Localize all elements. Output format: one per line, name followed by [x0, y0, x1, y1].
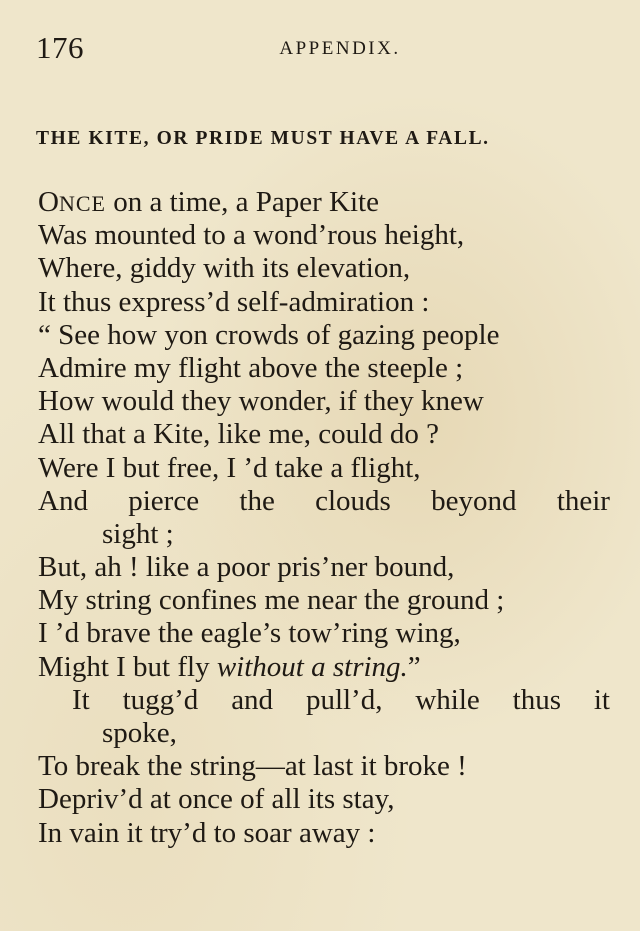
poem-line-justified	[38, 485, 610, 518]
poem-line: My string confines me near the ground ;	[38, 584, 505, 617]
running-head	[36, 30, 604, 66]
closing-quote: ”	[407, 650, 421, 683]
page-number: 176	[36, 30, 84, 65]
poem-word: tugg’d	[122, 683, 199, 716]
small-caps-word: NCE	[58, 191, 106, 216]
poem-line: Was mounted to a wond’rous height,	[38, 219, 465, 252]
poem-line: How would they wonder, if they knew	[38, 385, 484, 418]
poem-line: Were I but free, I ’d take a flight,	[38, 451, 421, 484]
poem-line: But, ah ! like a poor pris’ner bound,	[38, 551, 455, 584]
poem-line: I ’d brave the eagle’s tow’ring wing,	[38, 617, 461, 650]
poem-word: it	[593, 683, 610, 716]
emphasis-text: without a string.	[216, 650, 408, 683]
poem-line-continuation: spoke,	[102, 717, 177, 749]
poem-line	[38, 186, 613, 219]
poem-word: And	[38, 484, 88, 517]
poem-title: THE KITE, OR PRIDE MUST HAVE A FALL.	[36, 128, 490, 149]
poem-line: Where, giddy with its elevation,	[38, 252, 411, 285]
drop-letter: O	[38, 186, 59, 218]
poem-line: It thus express’d self-admiration :	[38, 285, 430, 318]
poem-line: Admire my flight above the steeple ;	[38, 351, 464, 384]
poem-line	[38, 651, 613, 684]
poem-word: while	[415, 683, 480, 716]
poem-word: clouds	[315, 484, 391, 517]
poem-line: “ See how yon crowds of gazing people	[38, 318, 500, 351]
poem-body	[38, 186, 613, 850]
poem-line-justified	[38, 684, 610, 717]
poem-line: To break the string—at last it broke !	[38, 750, 467, 783]
poem-line: Depriv’d at once of all its stay,	[38, 783, 395, 816]
poem-line-text: on a time, a Paper Kite	[105, 186, 379, 218]
poem-line: All that a Kite, like me, could do ?	[38, 418, 440, 451]
poem-word: pull’d,	[305, 683, 383, 716]
section-title: APPENDIX.	[279, 38, 401, 59]
poem-word: It	[72, 683, 90, 716]
poem-word: beyond	[431, 484, 517, 517]
poem-word: their	[556, 484, 610, 517]
poem-line: In vain it try’d to soar away :	[38, 816, 376, 849]
poem-line-continuation: sight ;	[102, 517, 174, 550]
poem-word: the	[239, 484, 275, 517]
poem-line-text: Might I but fly	[38, 650, 217, 683]
poem-word: pierce	[128, 484, 200, 517]
poem-word: and	[231, 683, 274, 716]
poem-word: thus	[512, 683, 561, 716]
